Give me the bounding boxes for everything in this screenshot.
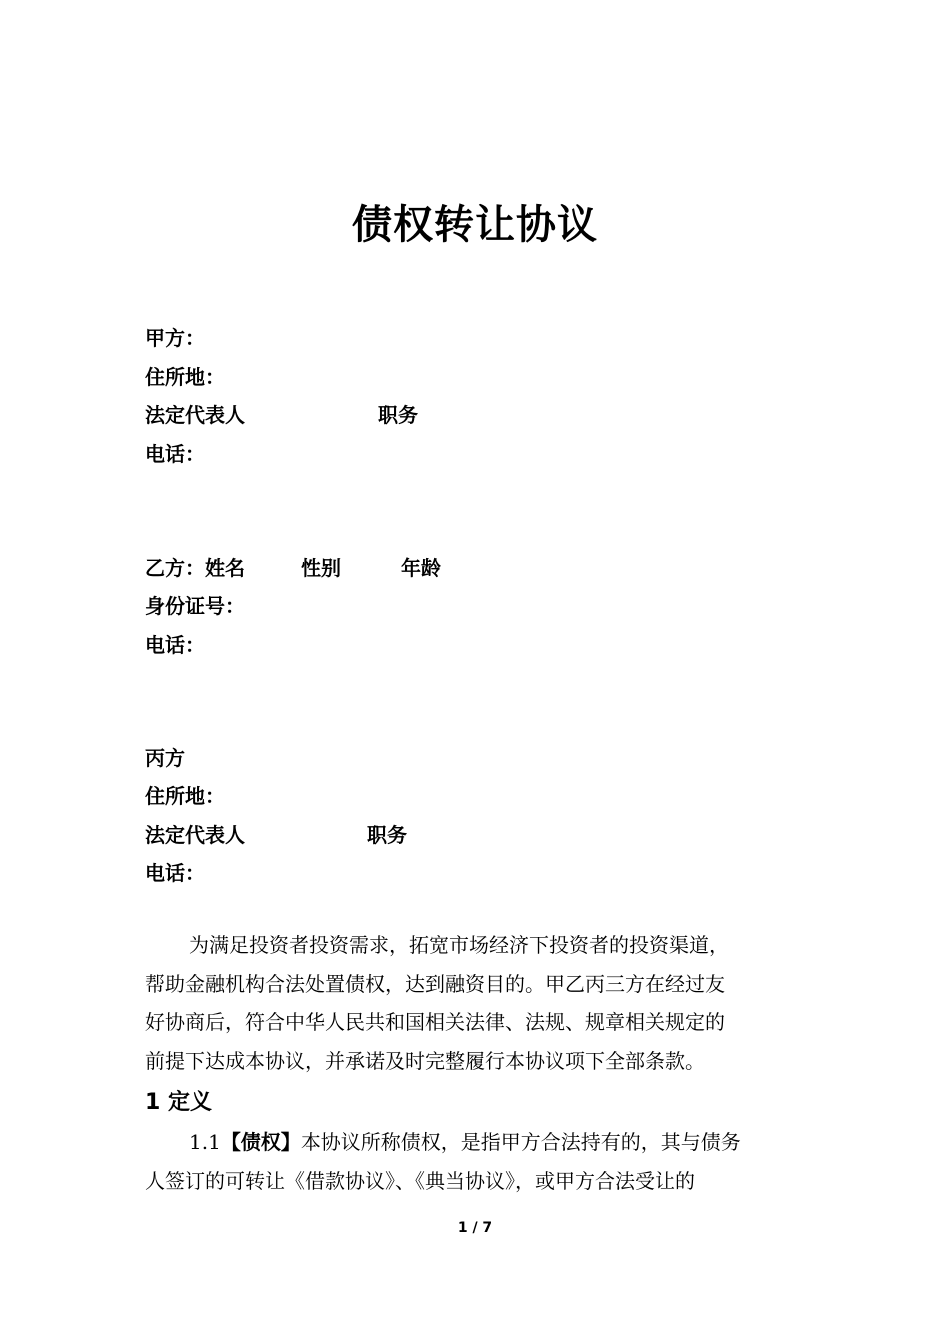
party-a-address: 住所地： — [145, 365, 225, 389]
party-c-phone: 电话： — [145, 861, 205, 885]
clause-line: 人签订的可转让《借款协议》、《典当协议》，或甲方合法受让的 — [145, 1168, 695, 1193]
party-a-position: 职务 — [378, 403, 418, 427]
preamble-line: 前提下达成本协议，并承诺及时完整履行本协议项下全部条款。 — [145, 1048, 705, 1073]
clause-1-1 — [145, 1123, 810, 1200]
party-c-legal-rep: 法定代表人 — [145, 823, 245, 847]
party-a-phone: 电话： — [145, 442, 205, 466]
preamble-line: 好协商后，符合中华人民共和国相关法律、法规、规章相关规定的 — [145, 1010, 725, 1034]
clause-number: 1.1 — [189, 1130, 221, 1154]
party-c-label: 丙方 — [145, 746, 185, 770]
party-c-position: 职务 — [367, 823, 407, 847]
page-number: 1 / 7 — [457, 1220, 493, 1236]
section-heading: 1 定义 — [145, 1090, 212, 1115]
party-b-id-number: 身份证号： — [145, 594, 245, 618]
clause-line — [145, 1123, 810, 1162]
party-c-address: 住所地： — [145, 784, 225, 808]
party-a-legal-rep: 法定代表人 — [145, 403, 245, 427]
party-a-label: 甲方： — [145, 326, 205, 350]
preamble-paragraph — [145, 926, 810, 1080]
clause-term: 【债权】 — [220, 1130, 301, 1154]
preamble-line: 帮助金融机构合法处置债权，达到融资目的。甲乙丙三方在经过友 — [145, 971, 725, 996]
clause-text: 本协议所称债权，是指甲方合法持有的，其与债务 — [300, 1130, 741, 1154]
party-b-phone: 电话： — [145, 633, 205, 657]
party-b-label: 乙方：姓名 — [145, 556, 245, 580]
party-b-gender: 性别 — [301, 556, 341, 580]
party-b-age: 年龄 — [401, 556, 441, 580]
preamble-line: 为满足投资者投资需求，拓宽市场经济下投资者的投资渠道， — [189, 933, 729, 957]
document-title: 债权转让协议 — [352, 202, 598, 248]
